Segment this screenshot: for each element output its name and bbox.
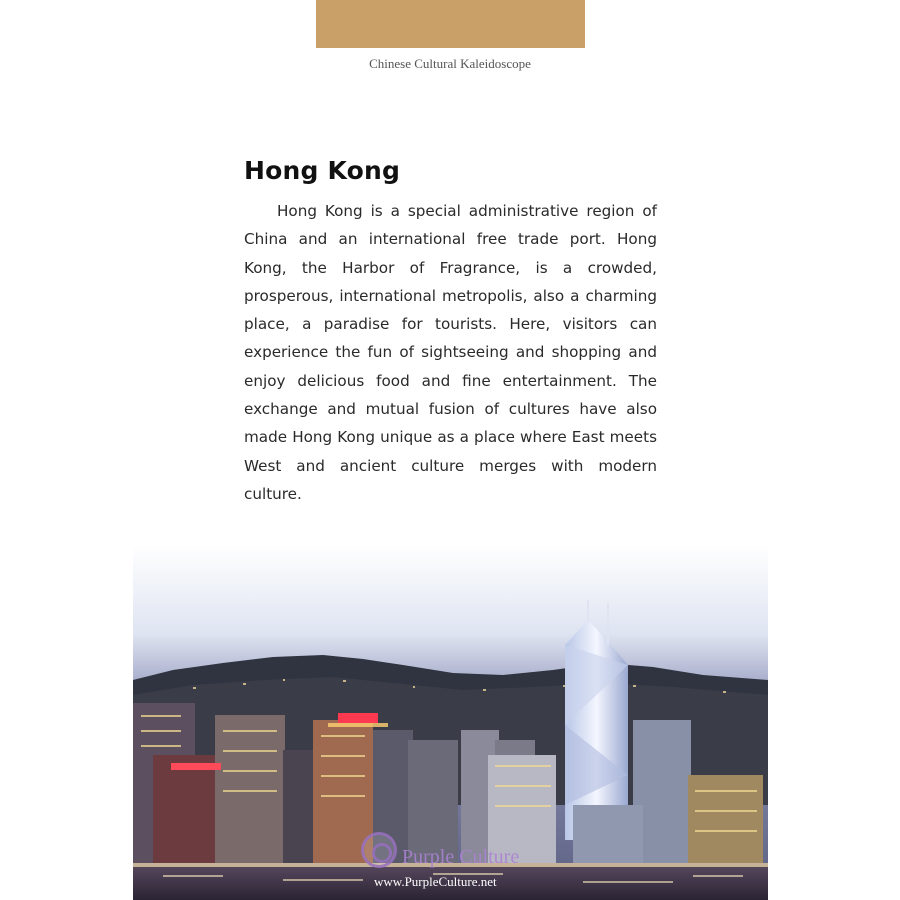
- body-paragraph: Hong Kong is a special administrative region of China and an international free trade port. Hong Kong, the Harbor of Fragrance, is a crowded, prosperous, international metropolis, also a charming place, a paradise for tourists. Here, visitors can experience the fun of sightseeing and shopping and enjoy delicious food and fine entertainment. The exchange and mutual fusion of cultures have also made Hong Kong unique as a place where East meets West and ancient culture merges with modern culture.: [244, 202, 657, 503]
- watermark-brand: Purple Culture: [402, 846, 520, 868]
- watermark-logo-icon: [361, 832, 397, 868]
- running-head: Chinese Cultural Kaleidoscope: [369, 56, 531, 71]
- watermark-url: www.PurpleCulture.net: [374, 874, 497, 889]
- header-color-band: [316, 0, 585, 48]
- section-title: Hong Kong: [244, 156, 401, 185]
